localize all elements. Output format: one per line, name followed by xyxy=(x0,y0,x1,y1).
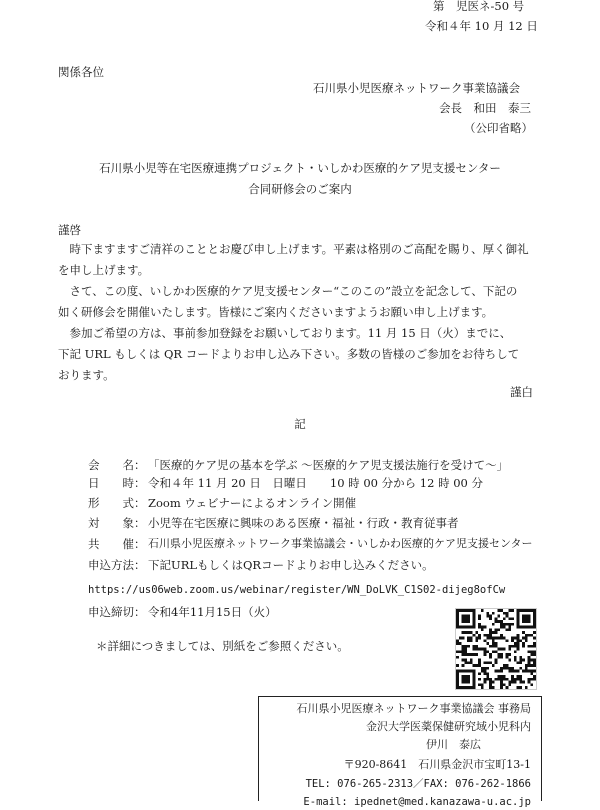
detail-label-name: 会 名： xyxy=(88,458,146,472)
doc-date: 令和４年 10 月 12 日 xyxy=(425,19,538,33)
body-p2b: 如く研修会を開催いたします。皆様にご案内くださいますようお願い申し上げます。 xyxy=(58,305,494,319)
detail-label-cohost: 共 催： xyxy=(88,537,146,551)
detail-value-apply: 下記URLもしくはQRコードよりお申し込みください。 xyxy=(148,558,434,572)
detail-value-name: 「医療的ケア児の基本を学ぶ ～医療的ケア児支援法施行を受けて～」 xyxy=(148,458,509,472)
contact-person: 伊川 泰広 xyxy=(426,738,481,751)
contact-tel-fax: TEL: 076-265-2313／FAX: 076-262-1866 xyxy=(305,778,531,790)
deadline-value: 令和4年11月15日（火） xyxy=(148,605,277,619)
title-line1: 石川県小児等在宅医療連携プロジェクト・いしかわ医療的ケア児支援センター xyxy=(99,161,501,175)
deadline-label: 申込締切： xyxy=(88,605,146,619)
body-p2a: さて、この度、いしかわ医療的ケア児支援センター“このこの”設立を記念して、下記の xyxy=(58,284,518,298)
detail-label-datetime: 日 時： xyxy=(88,476,146,490)
body-p3b: 下記 URL もしくは QR コードよりお申し込み下さい。多数の皆様のご参加をお待ちして xyxy=(58,347,520,361)
registration-url[interactable]: https://us06web.zoom.us/webinar/register/WN_DoLVK_C1S02-dijeg8ofCw xyxy=(88,584,506,596)
detail-label-format: 形 式： xyxy=(88,496,146,510)
body-p1b: を申し上げます。 xyxy=(58,263,150,277)
detail-value-target: 小児等在宅医療に興味のある医療・福祉・行政・教育従事者 xyxy=(148,516,459,530)
body-p3a: 参加ご希望の方は、事前参加登録をお願いしております。11 月 15 日（火）までに、 xyxy=(58,326,512,340)
contact-org: 石川県小児医療ネットワーク事業協議会 事務局 xyxy=(296,702,531,715)
note: ＊詳細につきましては、別紙をご参照ください。 xyxy=(96,639,349,653)
seal-note: （公印省略） xyxy=(464,121,533,135)
contact-address: 〒920-8641 石川県金沢市宝町13-1 xyxy=(343,758,531,771)
sender-president: 会長 和田 泰三 xyxy=(439,101,531,115)
detail-value-datetime: 令和４年 11 月 20 日 日曜日 10 時 00 分から 12 時 00 分 xyxy=(148,476,484,490)
closing: 謹白 xyxy=(510,385,533,399)
detail-value-cohost: 石川県小児医療ネットワーク事業協議会・いしかわ医療的ケア児支援センター xyxy=(148,537,533,550)
contact-email[interactable]: E-mail: ipednet@med.kanazawa-u.ac.jp xyxy=(303,796,531,808)
ki-heading: 記 xyxy=(294,417,306,431)
body-p3c: おります。 xyxy=(58,368,115,382)
contact-box xyxy=(258,696,542,808)
addressee: 関係各位 xyxy=(58,65,104,79)
title-line2: 合同研修会のご案内 xyxy=(248,182,352,196)
sender-org: 石川県小児医療ネットワーク事業協議会 xyxy=(313,81,520,95)
detail-label-target: 対 象： xyxy=(88,516,146,530)
body-p1a: 時下ますますご清祥のこととお慶び申し上げます。平素は格別のご高配を賜り、厚く御礼 xyxy=(58,242,529,256)
salutation: 謹啓 xyxy=(58,223,81,237)
detail-value-format: Zoom ウェビナーによるオンライン開催 xyxy=(148,496,357,510)
detail-label-apply: 申込方法： xyxy=(88,558,146,572)
qr-code[interactable] xyxy=(455,608,537,690)
qr-code-icon xyxy=(456,609,536,689)
doc-number: 第 児医ネ-50 号 xyxy=(433,0,525,13)
contact-dept: 金沢大学医薬保健研究域小児科内 xyxy=(366,720,531,733)
